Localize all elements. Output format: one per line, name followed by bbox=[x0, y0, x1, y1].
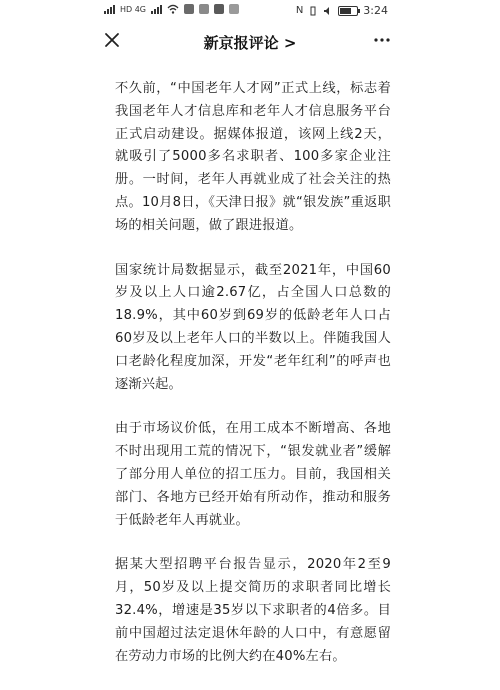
page-title[interactable]: 新京报评论 > bbox=[203, 34, 297, 52]
wifi-icon bbox=[167, 4, 179, 14]
battery-icon bbox=[338, 6, 358, 16]
signal-icon-2 bbox=[151, 4, 162, 14]
app-notification-icon-2 bbox=[199, 4, 209, 14]
status-time: 3:24 bbox=[363, 4, 388, 17]
app-notification-icon bbox=[184, 4, 194, 14]
article-paragraph: 据某大型招聘平台报告显示，2020年2至9月，50岁及以上提交简历的求职者同比增长32.4%，增速是35岁以下求职者的4倍多。目前中国超过法定退休年龄的人口中，有意愿留在劳动力市场的比例大约在40%左右。 bbox=[115, 557, 391, 664]
more-button[interactable] bbox=[372, 30, 392, 50]
status-right-group bbox=[296, 4, 388, 17]
nav-bar bbox=[0, 22, 500, 62]
article-paragraph: 由于市场议价低，在用工成本不断增高、各地不时出现用工荒的情况下，“银发就业者”缓解了部分用人单位的招工压力。目前，我国相关部门、各地方已经开始有所动作，推动和服务于低龄老年人再就业。 bbox=[115, 421, 391, 528]
app-notification-icon-3 bbox=[214, 4, 224, 14]
article-paragraph: 不久前，“中国老年人才网”正式上线，标志着我国老年人才信息库和老年人才信息服务平台正式启动建设。据媒体报道，该网上线2天，就吸引了5000多名求职者、100多家企业注册。一时间，老年人再就业成了社会关注的热点。10月8日，《天津日报》就“银发族”重返职场的相关问题，做了跟进报道。 bbox=[115, 81, 391, 233]
status-left-group bbox=[104, 4, 239, 14]
vibrate-icon bbox=[308, 6, 318, 16]
nfc-icon: N bbox=[295, 5, 304, 16]
article-body bbox=[115, 78, 391, 690]
article-paragraph: 国家统计局数据显示，截至2021年，中国60岁及以上人口逾2.67亿，占全国人口总数的18.9%，其中60岁到69岁的低龄老年人口占60岁及以上老年人口的半数以上。伴随我国人口老龄化程度加深，开发“老年红利”的呼声也逐渐兴起。 bbox=[115, 262, 391, 392]
more-dots-icon bbox=[372, 30, 392, 50]
mute-icon bbox=[323, 6, 333, 16]
signal-icon bbox=[104, 4, 115, 14]
app-notification-icon-4 bbox=[229, 4, 239, 14]
network-indicator: HD 4G bbox=[120, 4, 147, 14]
status-bar bbox=[0, 0, 500, 22]
